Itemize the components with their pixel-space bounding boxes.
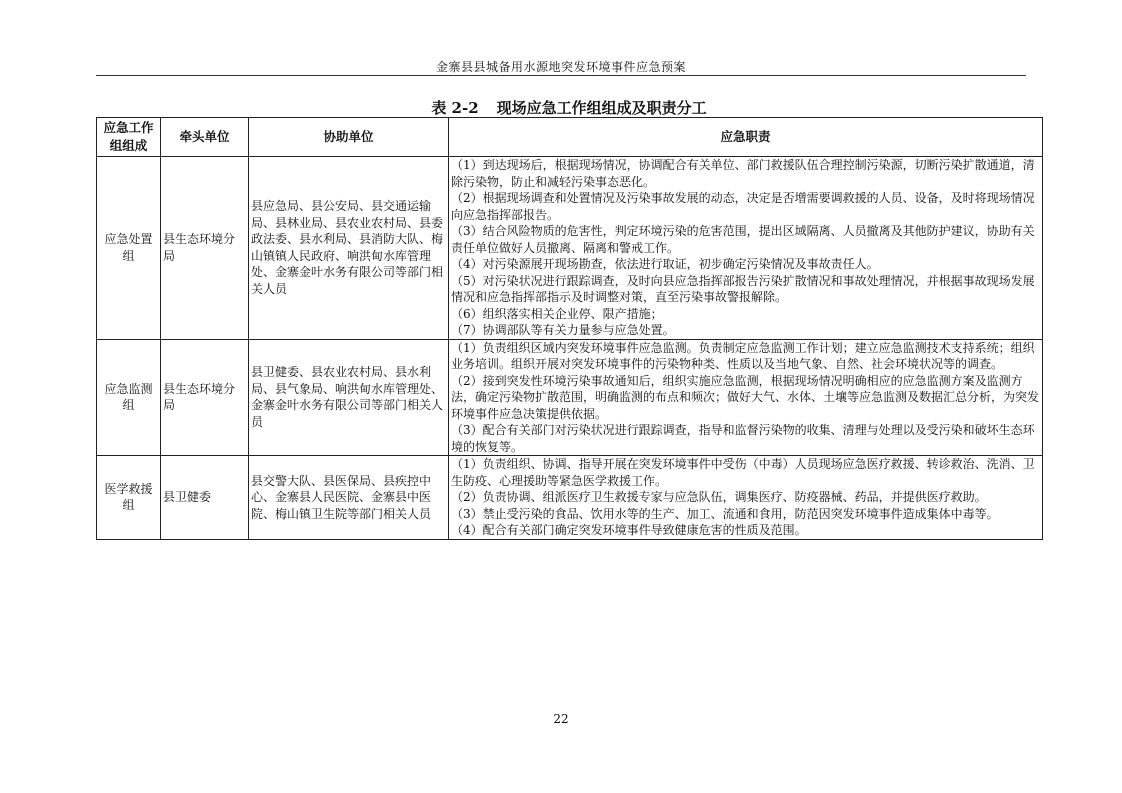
table-row <box>97 157 1043 340</box>
cell-lead: 县卫健委 <box>161 456 249 540</box>
duty-item: （1）负责组织、协调、指导开展在突发环境事件中受伤（中毒）人员现场应急医疗救援、转诊救治、洗消、卫生防疫、心理援助等紧急医学救援工作。 <box>451 457 1035 488</box>
table-row <box>97 456 1043 540</box>
column-header-assist: 协助单位 <box>249 118 449 157</box>
document-header-title: 金寨县县城备用水源地突发环境事件应急预案 <box>435 60 686 74</box>
cell-group: 应急处置组 <box>97 157 161 340</box>
cell-lead: 县生态环境分局 <box>161 339 249 456</box>
duty-item: （3）配合有关部门对污染状况进行跟踪调查，指导和监督污染物的收集、清理与处理以及受污染和破坏生态环境的恢复等。 <box>451 423 1035 454</box>
duty-item: （2）负责协调、组派医疗卫生救援专家与应急队伍，调集医疗、防疫器械、药品，并提供医疗救助。 <box>451 490 987 504</box>
cell-assist: 县卫健委、县农业农村局、县水利局、县气象局、响洪甸水库管理处、金寨金叶水务有限公司等部门相关人员 <box>249 339 449 456</box>
table-title: 现场应急工作组组成及职责分工 <box>496 99 707 117</box>
column-header-lead: 牵头单位 <box>161 118 249 157</box>
cell-assist: 县应急局、县公安局、县交通运输局、县林业局、县农业农村局、县委政法委、县水利局、县消防大队、梅山镇镇人民政府、响洪甸水库管理处、金寨金叶水务有限公司等部门相关人员 <box>249 157 449 340</box>
duty-item: （7）协调部队等有关力量参与应急处置。 <box>451 323 675 337</box>
column-header-duties: 应急职责 <box>449 118 1043 157</box>
column-header-group: 应急工作组组成 <box>97 118 161 157</box>
duty-item: （1）到达现场后，根据现场情况，协调配合有关单位、部门救援队伍合理控制污染源，切断污染扩散通道，清除污染物，防止和减轻污染事态恶化。 <box>451 158 1035 189</box>
duty-item: （5）对污染状况进行跟踪调查，及时向县应急指挥部报告污染扩散情况和事故处理情况，并根据事故现场发展情况和应急指挥部指示及时调整对策，直至污染事故警报解除。 <box>451 273 1035 304</box>
cell-duties <box>449 157 1043 340</box>
cell-assist: 县交警大队、县医保局、县疾控中心、金寨县人民医院、金寨县中医院、梅山镇卫生院等部门相关人员 <box>249 456 449 540</box>
cell-duties <box>449 339 1043 456</box>
page-number: 22 <box>553 712 569 726</box>
duty-item: （6）组织落实相关企业停、限产措施； <box>451 306 663 321</box>
duty-item: （2）根据现场调查和处置情况及污染事故发展的动态，决定是否增需要调救援的人员、设备，及时将现场情况向应急指挥部报告。 <box>451 191 1035 222</box>
duty-item: （3）结合风险物质的危害性，判定环境污染的危害范围，提出区域隔离、人员撤离及其他防护建议，协助有关责任单位做好人员撤离、隔离和警戒工作。 <box>451 224 1035 255</box>
duty-item: （3）禁止受污染的食品、饮用水等的生产、加工、流通和食用，防范因突发环境事件造成集体中毒等。 <box>451 506 999 521</box>
table-row <box>97 339 1043 456</box>
duty-item: （4）对污染源展开现场勘查，依法进行取证，初步确定污染情况及事故责任人。 <box>451 257 879 271</box>
cell-duties <box>449 456 1043 540</box>
table-header-row <box>97 118 1043 157</box>
duty-item: （1）负责组织区域内突发环境事件应急监测。负责制定应急监测工作计划；建立应急监测技术支持系统；组织业务培训。组织开展对突发环境事件的污染物种类、性质以及当地气象、自然、社会环境状况等的调查。 <box>451 340 1035 371</box>
cell-group: 医学救援组 <box>97 456 161 540</box>
duty-item: （2）接到突发性环境污染事故通知后，组织实施应急监测，根据现场情况明确相应的应急监测方案及监测方法，确定污染物扩散范围，明确监测的布点和频次；做好大气、水体、土壤等应急监测及数据汇总分析，为突发环境事件应急决策提供依据。 <box>451 373 1040 421</box>
table-number: 表 2-2 <box>431 99 479 117</box>
cell-group: 应急监测组 <box>97 339 161 456</box>
duty-item: （4）配合有关部门确定突发环境事件导致健康危害的性质及范围。 <box>451 523 807 537</box>
header-divider <box>96 75 1026 76</box>
cell-lead: 县生态环境分局 <box>161 157 249 340</box>
table-caption <box>96 97 1042 118</box>
responsibility-table <box>96 117 1043 540</box>
